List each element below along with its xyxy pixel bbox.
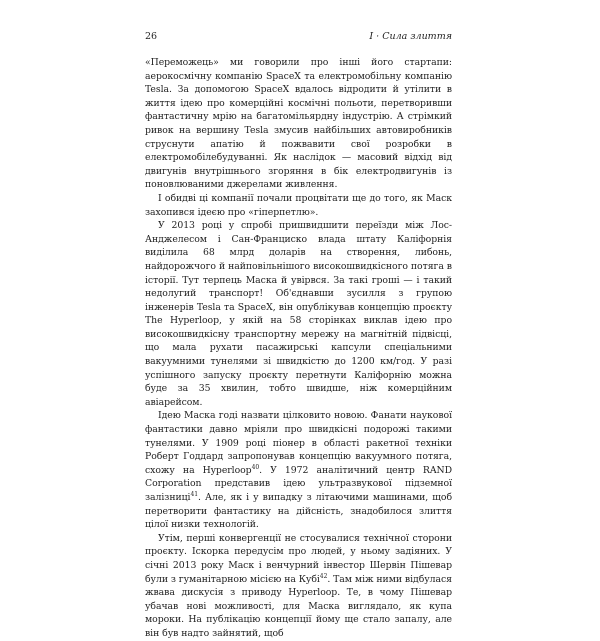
- paragraph-4: [145, 409, 452, 531]
- body-text: [145, 56, 452, 641]
- page-number: 26: [145, 31, 158, 42]
- chapter-title: І · Сила злиття: [369, 31, 452, 42]
- paragraph-2: І обидві ці компанії почали процвітати ще до того, як Маск захопився ідеєю про «гіперпетлю».: [145, 192, 452, 218]
- footnote-ref-41: 41: [190, 490, 199, 498]
- paragraph-4-text-after: . Але, як і у випадку з літаючими машинами, щоб перетворити фантастику на дійсність, знадобилося злиття цілої низки технологій.: [145, 492, 452, 531]
- footnote-ref-40: 40: [251, 463, 260, 471]
- paragraph-5: [145, 532, 452, 641]
- paragraph-3: У 2013 році у спробі пришвидшити переїзди між Лос-Анджелесом і Сан-Франциско влада штату Каліфорнія виділила 68 млрд доларів на створення, либонь, найдорожчого й найповільнішого високошвидкісного потяга в історії. Тут терпець Маска й увірвся. За такі гроші — і такий недолугий транспорт! Об'єднавши зусилля з групою інженерів Tesla та SpaceX, він опублікував концепцію проєкту The Hyperloop, у якій на 58 сторінках виклав ідею про високошвидкісну транспортну мережу на магнітній підвісці, що мала рухати пасажирські капсули спеціальними вакуумними тунелями зі швидкістю до 1200 км/год. У разі успішного запуску проєкту перетнути Каліфорнію можна буде за 35 хвилин, тобто швидше, ніж комерційним авіарейсом.: [145, 220, 452, 408]
- paragraph-5-text-after: . Там між ними відбулася жвава дискусія з приводу Hyperloop. Те, в чому Пішевар убачав нові можливості, для Маска виглядало, як купа мороки. На публікацію концепції йому ще стало запалу, але він був надто зайнятий, щоб: [145, 573, 452, 639]
- paragraph-5-text-before: Утім, перші конвергенції не стосувалися технічної сторони проєкту. Іскорка передусім про людей, у ньому задіяних. У січні 2013 року Маск і венчурний інвестор Шервін Пішевар були з гуманітарною місією на Кубі: [145, 532, 452, 585]
- running-head: [145, 31, 452, 45]
- footnote-ref-42: 42: [319, 572, 328, 580]
- paragraph-1: «Переможець» ми говорили про інші його стартапи: аерокосмічну компанію SpaceX та електромобільну компанію Tesla. За допомогою SpaceX вдалось відродити й утілити в життя ідею про комерційні космічні польоти, перетворивши фантастичну мрію на багатомільярдну індустрію. А стрімкий ривок на вершину Tesla змусив найбільших автовиробників струснути апатію й пожвавити свої розробки в електромобілебудуванні. Як наслідок — масовий відхід від двигунів внутрішнього згоряння в бік електродвигунів із поновлюваними джерелами живлення.: [145, 57, 452, 191]
- paragraph-4-text-middle-a: . У 1972 аналітичний центр: [259, 464, 423, 476]
- rand-acronym: RAND: [422, 464, 452, 476]
- paragraph-4-text-middle-b: Corporation представив ідею ультразвукової підземної залізниці: [145, 478, 452, 503]
- paragraph-4-text-before: Ідею Маска годі назвати цілковито новою. Фанати наукової фантастики давно мріяли про швидкісні подорожі такими тунелями. У 1909 році піонер в області ракетної техніки Роберт Годдард запропонував концепцію вакуумного потяга, схожу на Hyperloop: [145, 410, 452, 476]
